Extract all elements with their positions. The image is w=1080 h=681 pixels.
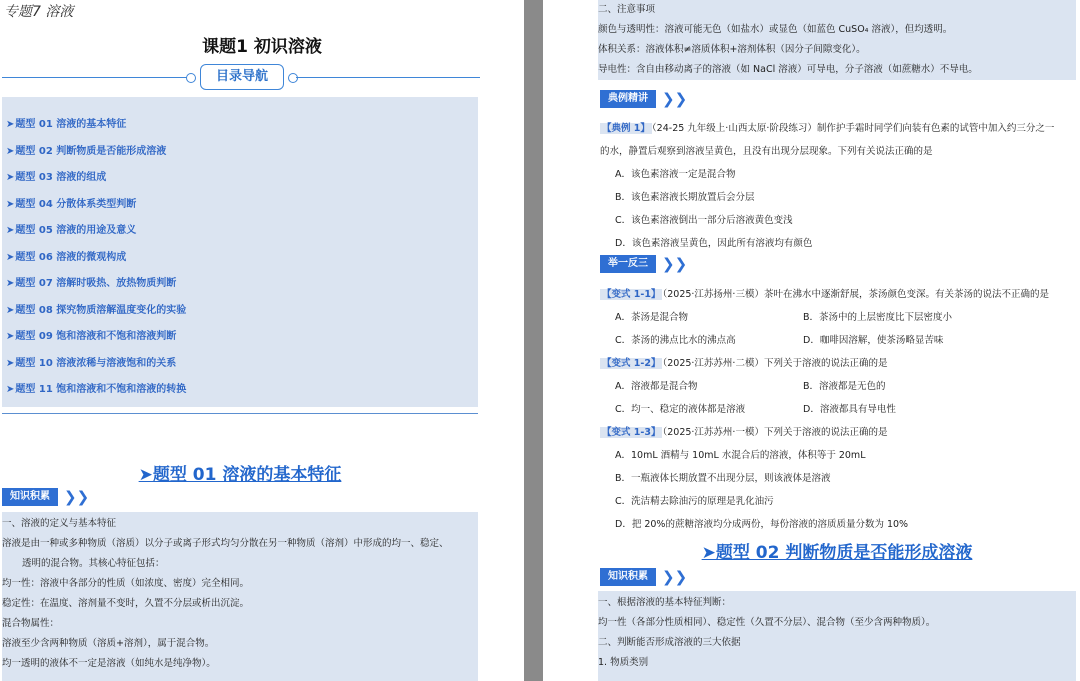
knowledge-line: 混合物属性： bbox=[2, 618, 60, 629]
option: D．把 20%的蔗糖溶液均分成两份，每份溶液的溶质质量分数为 10% bbox=[615, 519, 909, 530]
toc-item[interactable]: ➤题型 01 溶液的基本特征 bbox=[6, 119, 127, 130]
section-title: ➤题型 01 溶液的基本特征 bbox=[138, 465, 342, 485]
knowledge-line: 一、溶液的定义与基本特征 bbox=[2, 518, 117, 529]
option: A．茶汤是混合物 bbox=[615, 312, 688, 323]
knowledge-line: 均一性：溶液中各部分的性质（如浓度、密度）完全相同。 bbox=[2, 578, 250, 589]
knowledge-line: 均一性（各部分性质相同）、稳定性（久置不分层）、混合物（至少含两种物质）。 bbox=[598, 617, 936, 628]
toc-item[interactable]: ➤题型 07 溶解时吸热、放热物质判断 bbox=[6, 278, 177, 289]
variant-label: 【变式 1-2】 bbox=[602, 358, 661, 369]
knowledge-tag bbox=[600, 568, 690, 586]
toc-item[interactable]: ➤题型 06 溶液的微观构成 bbox=[6, 252, 127, 263]
topic-header: 专题7 溶液 bbox=[4, 4, 74, 20]
example-label: 【典例 1】 bbox=[602, 123, 650, 134]
option: B．茶汤中的上层密度比下层密度小 bbox=[803, 312, 953, 323]
arrow-icon: ➤ bbox=[6, 384, 15, 395]
practice-tag bbox=[600, 255, 690, 273]
banner-line-left bbox=[2, 77, 187, 78]
knowledge-line: 溶液是由一种或多种物质（溶质）以分子或离子形式均匀分散在另一种物质（溶剂）中形成的均一、稳定、 bbox=[2, 538, 449, 549]
option: D．溶液都具有导电性 bbox=[803, 404, 896, 415]
toc-list bbox=[2, 97, 478, 407]
option: B．一瓶液体长期放置不出现分层，则该液体是溶液 bbox=[615, 473, 831, 484]
knowledge-line: 一、根据溶液的基本特征判断： bbox=[598, 597, 732, 608]
option: B．该色素溶液长期放置后会分层 bbox=[615, 192, 755, 203]
arrow-icon: ➤ bbox=[6, 278, 15, 289]
knowledge-line: 1. 物质类别 bbox=[598, 657, 649, 668]
toc-item[interactable]: ➤题型 08 探究物质溶解温度变化的实验 bbox=[6, 305, 187, 316]
option: A．溶液都是混合物 bbox=[615, 381, 698, 392]
arrow-icon: ➤ bbox=[6, 199, 15, 210]
knowledge-tag bbox=[2, 488, 92, 506]
notes-line: 体积关系：溶液体积≠溶质体积+溶剂体积（因分子间隙变化）。 bbox=[598, 44, 866, 55]
arrow-icon: ➤ bbox=[6, 119, 15, 130]
chevron-right-icon: ❯❯ bbox=[662, 90, 688, 108]
knowledge-line: 均一透明的液体不一定是溶液（如纯水是纯净物）。 bbox=[2, 658, 216, 669]
arrow-icon: ➤ bbox=[6, 146, 15, 157]
variant-question: 【变式 1-1】 （2025·江苏扬州·三模）茶叶在沸水中逐渐舒展，茶汤颜色变深。有关茶汤的说法不正确的是 bbox=[602, 289, 1049, 300]
option: A．10mL 酒精与 10mL 水混合后的溶液，体积等于 20mL bbox=[615, 450, 866, 461]
knowledge-line: 透明的混合物。其核心特征包括： bbox=[22, 558, 165, 569]
toc-item[interactable]: ➤题型 04 分散体系类型判断 bbox=[6, 199, 137, 210]
toc-banner bbox=[2, 63, 480, 91]
option: C．茶汤的沸点比水的沸点高 bbox=[615, 335, 736, 346]
example-question: 【典例 1】 （24-25 九年级上·山西太原·阶段练习）制作护手霜时同学们向装有色素的试管中加入约三分之一 bbox=[602, 123, 1055, 134]
option: B．溶液都是无色的 bbox=[803, 381, 886, 392]
option: D．该色素溶液呈黄色，因此所有溶液均有颜色 bbox=[615, 238, 813, 249]
notes-line: 二、注意事项 bbox=[598, 4, 656, 15]
notes-box bbox=[598, 0, 1076, 80]
notes-line: 导电性：含自由移动离子的溶液（如 NaCl 溶液）可导电，分子溶液（如蔗糖水）不导电。 bbox=[598, 64, 978, 75]
practice-tag-label: 举一反三 bbox=[600, 255, 656, 273]
banner-dot-left bbox=[186, 73, 196, 83]
variant-question: 【变式 1-2】 （2025·江苏苏州·二模）下列关于溶液的说法正确的是 bbox=[602, 358, 888, 369]
arrow-icon: ➤ bbox=[6, 331, 15, 342]
toc-item[interactable]: ➤题型 05 溶液的用途及意义 bbox=[6, 225, 137, 236]
divider bbox=[2, 413, 478, 414]
arrow-icon: ➤ bbox=[6, 305, 15, 316]
knowledge-box bbox=[2, 512, 478, 681]
variant-label: 【变式 1-1】 bbox=[602, 289, 661, 300]
knowledge-line: 二、判断能否形成溶液的三大依据 bbox=[598, 637, 741, 648]
knowledge-line: 溶液至少含两种物质（溶质+溶剂），属于混合物。 bbox=[2, 638, 215, 649]
toc-item[interactable]: ➤题型 02 判断物质是否能形成溶液 bbox=[6, 146, 167, 157]
toc-banner-label: 目录导航 bbox=[200, 64, 284, 90]
variant-question: 【变式 1-3】 （2025·江苏苏州·一模）下列关于溶液的说法正确的是 bbox=[602, 427, 888, 438]
arrow-icon: ➤ bbox=[6, 358, 15, 369]
section-title: ➤题型 02 判断物质是否能形成溶液 bbox=[701, 543, 973, 563]
chevron-right-icon: ❯❯ bbox=[662, 568, 688, 586]
banner-dot-right bbox=[288, 73, 298, 83]
notes-line: 颜色与透明性：溶液可能无色（如盐水）或显色（如蓝色 CuSO₄ 溶液），但均透明。 bbox=[598, 24, 953, 35]
example-tag bbox=[600, 90, 690, 108]
toc-item[interactable]: ➤题型 10 溶液浓稀与溶液饱和的关系 bbox=[6, 358, 177, 369]
lesson-title: 课题1 初识溶液 bbox=[202, 37, 322, 57]
chevron-right-icon: ❯❯ bbox=[662, 255, 688, 273]
knowledge-box bbox=[598, 591, 1076, 681]
arrow-icon: ➤ bbox=[6, 225, 15, 236]
arrow-icon: ➤ bbox=[6, 172, 15, 183]
knowledge-tag-label: 知识积累 bbox=[2, 488, 58, 506]
knowledge-line: 稳定性：在温度、溶剂量不变时，久置不分层或析出沉淀。 bbox=[2, 598, 250, 609]
toc-item[interactable]: ➤题型 03 溶液的组成 bbox=[6, 172, 107, 183]
option: D．咖啡因溶解，使茶汤略显苦味 bbox=[803, 335, 944, 346]
example-tag-label: 典例精讲 bbox=[600, 90, 656, 108]
arrow-icon: ➤ bbox=[6, 252, 15, 263]
option: C．该色素溶液倒出一部分后溶液黄色变浅 bbox=[615, 215, 793, 226]
option: C．均一、稳定的液体都是溶液 bbox=[615, 404, 746, 415]
banner-line-right bbox=[296, 77, 480, 78]
variant-label: 【变式 1-3】 bbox=[602, 427, 661, 438]
chevron-right-icon: ❯❯ bbox=[64, 488, 90, 506]
toc-item[interactable]: ➤题型 09 饱和溶液和不饱和溶液判断 bbox=[6, 331, 177, 342]
toc-item[interactable]: ➤题型 11 饱和溶液和不饱和溶液的转换 bbox=[6, 384, 187, 395]
document-page-right bbox=[543, 0, 1080, 681]
option: C．洗洁精去除油污的原理是乳化油污 bbox=[615, 496, 774, 507]
knowledge-tag-label: 知识积累 bbox=[600, 568, 656, 586]
document-page-left bbox=[0, 0, 524, 681]
option: A．该色素溶液一定是混合物 bbox=[615, 169, 736, 180]
example-question-cont: 的水，静置后观察到溶液呈黄色，且没有出现分层现象。下列有关说法正确的是 bbox=[600, 146, 933, 157]
